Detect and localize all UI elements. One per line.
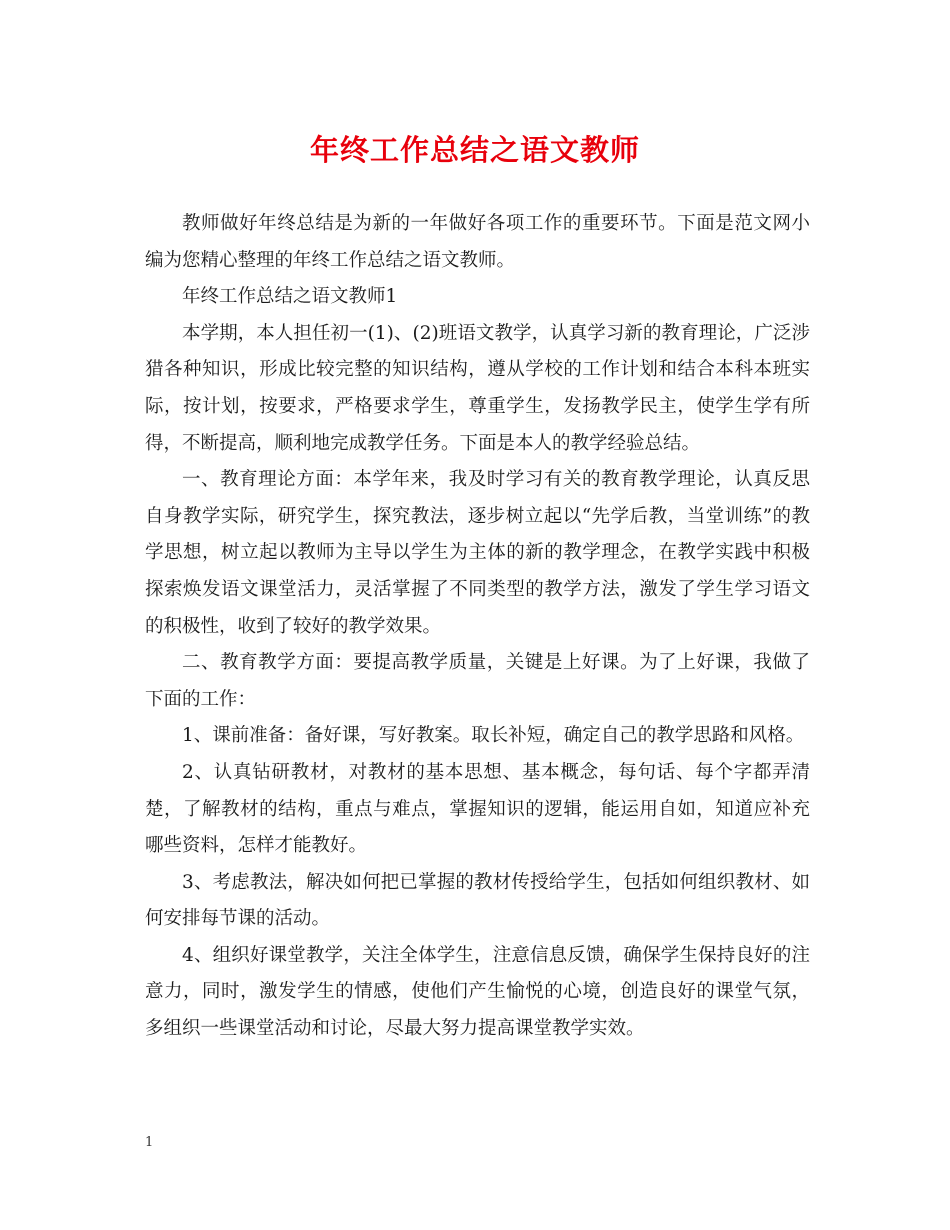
list-item: 3、考虑教法，解决如何把已掌握的教材传授给学生，包括如何组织教材、如何安排每节课的活动。 xyxy=(145,871,810,930)
section-heading: 年终工作总结之语文教师1 xyxy=(182,286,398,308)
paragraph-overview: 本学期，本人担任初一(1)、(2)班语文教学，认真学习新的教育理论，广泛涉猎各种知识，形成比较完整的知识结构，遵从学校的工作计划和结合本科本班实际，按计划，按要求，严格要求学生，尊重学生，发扬教学民主，使学生学有所得，不断提高，顺利地完成教学任务。下面是本人的教学经验总结。 xyxy=(145,322,810,454)
list-item: 1、课前准备：备好课，写好教案。取长补短，确定自己的教学思路和风格。 xyxy=(182,725,805,747)
document-title: 年终工作总结之语文教师 xyxy=(309,133,640,167)
paragraph-theory: 一、教育理论方面：本学年来，我及时学习有关的教育教学理论，认真反思自身教学实际，研究学生，探究教法，逐步树立起以“先学后教，当堂训练”的教学思想，树立起以教师为主导以学生为主体的新的教学理念，在教学实践中积极探索焕发语文课堂活力，灵活掌握了不同类型的教学方法，激发了学生学习语文的积极性，收到了较好的教学效果。 xyxy=(145,469,810,637)
list-item: 2、认真钻研教材，对教材的基本思想、基本概念，每句话、每个字都弄清楚，了解教材的结构，重点与难点，掌握知识的逻辑，能运用自如，知道应补充哪些资料，怎样才能教好。 xyxy=(145,761,810,857)
list-item: 4、组织好课堂教学，关注全体学生，注意信息反馈，确保学生保持良好的注意力，同时，激发学生的情感，使他们产生愉悦的心境，创造良好的课堂气氛，多组织一些课堂活动和讨论，尽最大努力提高课堂教学实效。 xyxy=(145,944,810,1040)
paragraph-teaching: 二、教育教学方面：要提高教学质量，关键是上好课。为了上好课，我做了下面的工作： xyxy=(145,652,810,710)
page-number: 1 xyxy=(145,1135,154,1150)
paragraph-intro: 教师做好年终总结是为新的一年做好各项工作的重要环节。下面是范文网小编为您精心整理的年终工作总结之语文教师。 xyxy=(145,213,810,271)
document-body xyxy=(145,206,810,1048)
